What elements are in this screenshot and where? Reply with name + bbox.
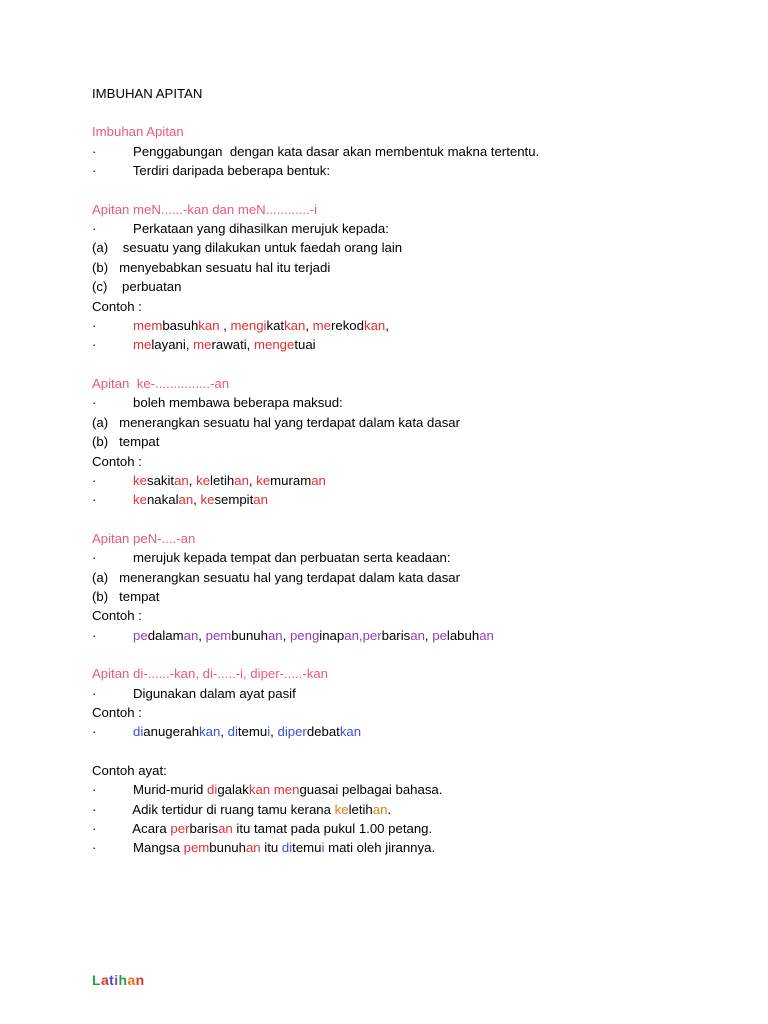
section-line: (b) tempat [92, 434, 160, 450]
spacer [92, 355, 676, 374]
section-line: (a) menerangkan sesuatu hal yang terdapat dalam kata dasar [92, 569, 461, 585]
contoh-ayat-line: · Adik tertidur di ruang tamu kerana keletihan. [92, 801, 392, 817]
section-line: · Digunakan dalam ayat pasif [92, 685, 296, 701]
section-line: Contoh : [92, 704, 142, 720]
contoh-ayat-heading: Contoh ayat: [92, 762, 167, 778]
latihan-letter: i [114, 971, 119, 988]
latihan-letter: h [118, 971, 128, 988]
spacer [92, 181, 676, 200]
section-line: Contoh : [92, 608, 142, 624]
latihan-letter: n [135, 971, 145, 988]
section-line: (c) perbuatan [92, 279, 182, 295]
section-line: · Terdiri daripada beberapa bentuk: [92, 163, 331, 179]
example-line: · melayani, merawati, mengetuai [92, 337, 316, 353]
latihan-letter: L [92, 971, 101, 988]
example-line: · dianugerahkan, ditemui, diperdebatkan [92, 724, 362, 740]
section-heading-imbuhan-apitan: Imbuhan Apitan [92, 124, 184, 140]
contoh-ayat-line: · Mangsa pembunuhan itu ditemui mati oleh jirannya. [92, 840, 436, 856]
contoh-ayat-line: · Acara perbarisan itu tamat pada pukul 1.00 petang. [92, 821, 433, 836]
section-heading-apitan-men-kan: Apitan meN......-kan dan meN............-i [92, 201, 317, 217]
section-line: (a) sesuatu yang dilakukan untuk faedah orang lain [92, 240, 403, 256]
section-line: (b) menyebabkan sesuatu hal itu terjadi [92, 259, 331, 275]
example-line: · pedalaman, pembunuhan, penginapan,perbarisan, pelabuhan [92, 627, 494, 643]
latihan-letter: a [100, 971, 110, 988]
document-title: IMBUHAN APITAN [92, 86, 203, 101]
section-heading-apitan-pen-an: Apitan peN-....-an [92, 530, 196, 546]
section-line: · boleh membawa beberapa maksud: [92, 395, 343, 411]
section-heading-apitan-di-kan: Apitan di-......-kan, di-.....-i, diper-.....-kan [92, 666, 328, 682]
example-line: · kesakitan, keletihan, kemuraman [92, 472, 326, 488]
section-line: · merujuk kepada tempat dan perbuatan serta keadaan: [92, 550, 451, 566]
spacer [92, 103, 676, 122]
spacer [92, 742, 676, 761]
section-line: Contoh : [92, 298, 142, 314]
latihan-heading [92, 970, 676, 991]
section-line: Contoh : [92, 453, 142, 469]
contoh-ayat-line: · Murid-murid digalakkan menguasai pelbagai bahasa. [92, 782, 443, 798]
spacer [92, 645, 676, 664]
example-line: · membasuhkan , mengikatkan, merekodkan, [92, 318, 389, 334]
latihan-letter: t [109, 971, 115, 988]
example-line: · kenakalan, kesempitan [92, 492, 268, 508]
spacer [92, 510, 676, 529]
section-line: (a) menerangkan sesuatu hal yang terdapat dalam kata dasar [92, 414, 461, 430]
section-line: · Perkataan yang dihasilkan merujuk kepada: [92, 221, 389, 237]
section-heading-apitan-ke-an: Apitan ke-...............-an [92, 375, 230, 391]
latihan-letter: a [127, 971, 136, 988]
section-line: (b) tempat [92, 588, 160, 604]
document-body [92, 84, 676, 990]
section-line: · Penggabungan dengan kata dasar akan membentuk makna tertentu. [92, 143, 540, 159]
